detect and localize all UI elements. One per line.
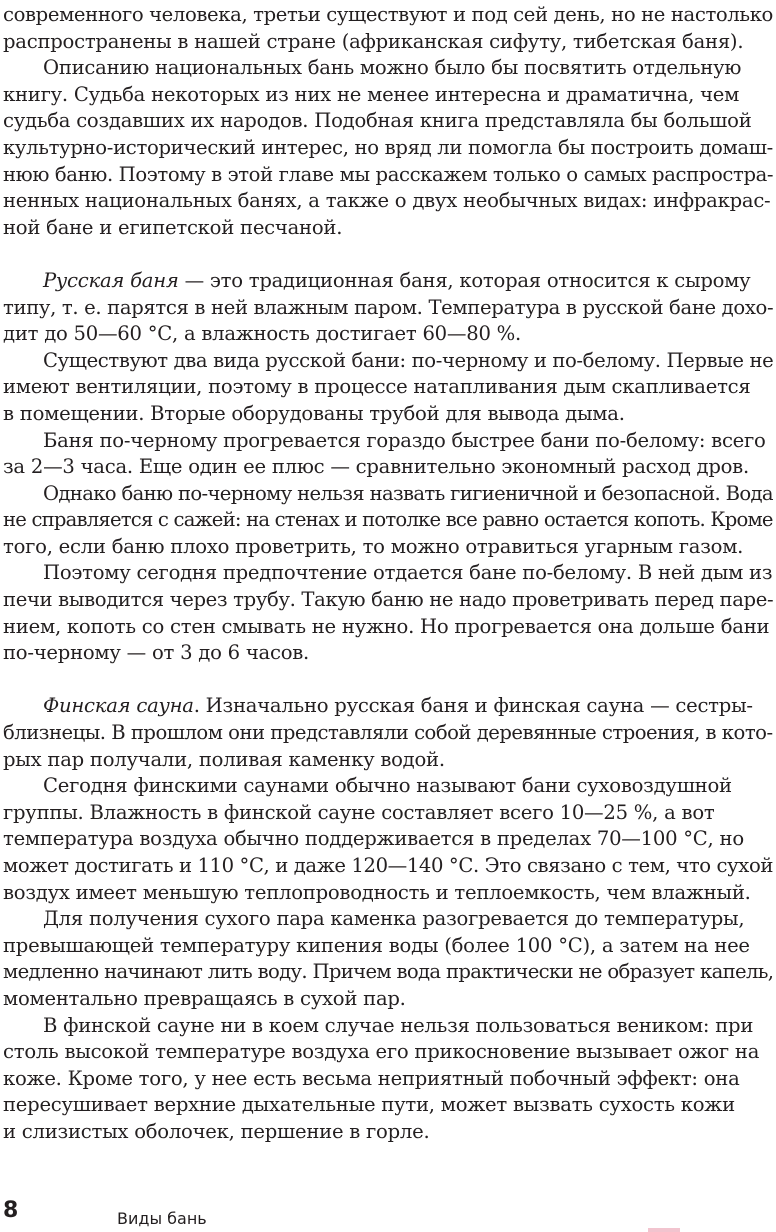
text-line: [3, 587, 773, 614]
line-text: в помещении. Вторые оборудованы трубой для вывода дыма.: [3, 401, 625, 425]
text-line: [3, 614, 773, 641]
text-line: [3, 933, 773, 960]
footer-accent-mark: [648, 1228, 680, 1232]
text-line: [3, 428, 773, 455]
line-text: по-черному — от 3 до 6 часов.: [3, 641, 310, 665]
text-line: [3, 853, 773, 880]
text-line: [3, 986, 773, 1013]
text-line: [3, 640, 773, 667]
text-line: [3, 162, 773, 189]
text-line: [3, 880, 773, 907]
paragraph-gap: [3, 241, 773, 268]
line-text: столь высокой температуре воздуха его прикосновение вызывает ожог на: [3, 1040, 760, 1064]
line-text: моментально превращаясь в сухой пар.: [3, 986, 406, 1010]
line-text: группы. Влажность в финской сауне составляет всего 10—25 %, а вот: [3, 800, 715, 824]
line-text: — это традиционная баня, которая относится к сырому: [178, 268, 751, 292]
line-text: книгу. Судьба некоторых из них не менее интересна и драматична, чем: [3, 82, 740, 106]
line-text: ненных национальных банях, а также о двух необычных видах: инфракрас-: [3, 189, 771, 213]
text-line: [3, 454, 773, 481]
text-line: [3, 348, 773, 375]
line-text: того, если баню плохо проветрить, то можно отравиться угарным газом.: [3, 534, 744, 558]
text-line: [3, 1013, 773, 1040]
line-text: . Изначально русская баня и финская сауна — сестры-: [193, 694, 753, 718]
line-text: судьба создавших их народов. Подобная книга представляла бы большой: [3, 109, 752, 133]
line-text: и слизистых оболочек, першение в горле.: [3, 1119, 430, 1143]
line-text: пересушивает верхние дыхательные пути, может вызвать сухость кожи: [3, 1093, 735, 1117]
text-line: [3, 55, 773, 82]
text-line: [3, 534, 773, 561]
text-line: [3, 135, 773, 162]
line-text: близнецы. В прошлом они представляли собой деревянные строения, в кото-: [3, 721, 773, 745]
text-line: [3, 1039, 773, 1066]
text-line: [3, 560, 773, 587]
line-text: Описанию национальных бань можно было бы посвятить отдельную: [43, 56, 742, 80]
text-line: [3, 826, 773, 853]
text-line: [3, 268, 773, 295]
text-line: [3, 1066, 773, 1093]
line-text: рых пар получали, поливая каменку водой.: [3, 747, 445, 771]
line-text: температура воздуха обычно поддерживается в пределах 70—100 °С, но: [3, 827, 744, 851]
text-line: [3, 773, 773, 800]
text-line: [3, 800, 773, 827]
text-line: [3, 29, 773, 56]
text-line: [3, 507, 773, 534]
line-text: культурно-исторический интерес, но вряд ли помогла бы построить домаш-: [3, 135, 773, 159]
text-line: [3, 1119, 773, 1146]
line-text: В финской сауне ни в коем случае нельзя пользоваться веником: при: [43, 1013, 754, 1037]
text-line: [3, 108, 773, 135]
text-line: [3, 747, 773, 774]
line-text: Однако баню по-черному нельзя назвать гигиеничной и безопасной. Вода: [43, 481, 773, 505]
line-text: может достигать и 110 °С, и даже 120—140 °С. Это связано с тем, что сухой: [3, 854, 774, 877]
body-text: [3, 2, 773, 1146]
line-text: печи выводится через трубу. Такую баню не надо проветривать перед паре-: [3, 588, 774, 612]
text-line: [3, 401, 773, 428]
text-line: [3, 295, 773, 322]
line-text: не справляется с сажей: на стенах и потолке все равно остается копоть. Кроме: [3, 508, 773, 532]
line-text: типу, т. е. парятся в ней влажным паром. Температура в русской бане дохо-: [3, 295, 774, 319]
text-line: [3, 321, 773, 348]
line-text: коже. Кроме того, у нее есть весьма неприятный побочный эффект: она: [3, 1066, 740, 1090]
line-text: нюю баню. Поэтому в этой главе мы расскажем только о самых распростра-: [3, 162, 774, 186]
text-line: [3, 906, 773, 933]
text-line: [3, 188, 773, 215]
line-text: Для получения сухого пара каменка разогревается до температуры,: [43, 907, 745, 931]
running-footer-title: Виды бань: [117, 1209, 207, 1228]
text-line: [3, 693, 773, 720]
italic-term: Финская сауна: [43, 694, 194, 718]
text-line: [3, 374, 773, 401]
paragraph-gap: [3, 667, 773, 694]
line-text: медленно начинают лить воду. Причем вода практически не образует капель,: [3, 960, 774, 984]
line-text: дит до 50—60 °С, а влажность достигает 60—80 %.: [3, 322, 521, 346]
text-line: [3, 2, 773, 29]
line-text: нием, копоть со стен смывать не нужно. Но прогревается она дольше бани: [3, 614, 770, 638]
text-line: [3, 82, 773, 109]
line-text: распространены в нашей стране (африканская сифуту, тибетская баня).: [3, 29, 744, 53]
line-text: Сегодня финскими саунами обычно называют бани суховоздушной: [43, 774, 732, 798]
line-text: воздух имеет меньшую теплопроводность и теплоемкость, чем влажный.: [3, 880, 751, 904]
line-text: ной бане и египетской песчаной.: [3, 215, 343, 239]
line-text: современного человека, третьи существуют и под сей день, но не настолько: [3, 3, 773, 26]
line-text: за 2—3 часа. Еще один ее плюс — сравнительно экономный расход дров.: [3, 455, 749, 479]
text-line: [3, 720, 773, 747]
text-line: [3, 481, 773, 508]
text-line: [3, 215, 773, 242]
text-line: [3, 959, 773, 986]
line-text: Поэтому сегодня предпочтение отдается бане по-белому. В ней дым из: [43, 561, 773, 585]
text-line: [3, 1092, 773, 1119]
line-text: Баня по-черному прогревается гораздо быстрее бани по-белому: всего: [43, 428, 766, 452]
line-text: превышающей температуру кипения воды (более 100 °С), а затем на нее: [3, 933, 750, 957]
italic-term: Русская баня: [43, 268, 179, 292]
line-text: имеют вентиляции, поэтому в процессе натапливания дым скапливается: [3, 375, 751, 399]
line-text: Существуют два вида русской бани: по-черному и по-белому. Первые не: [43, 348, 774, 372]
page-number: 8: [3, 1198, 19, 1223]
